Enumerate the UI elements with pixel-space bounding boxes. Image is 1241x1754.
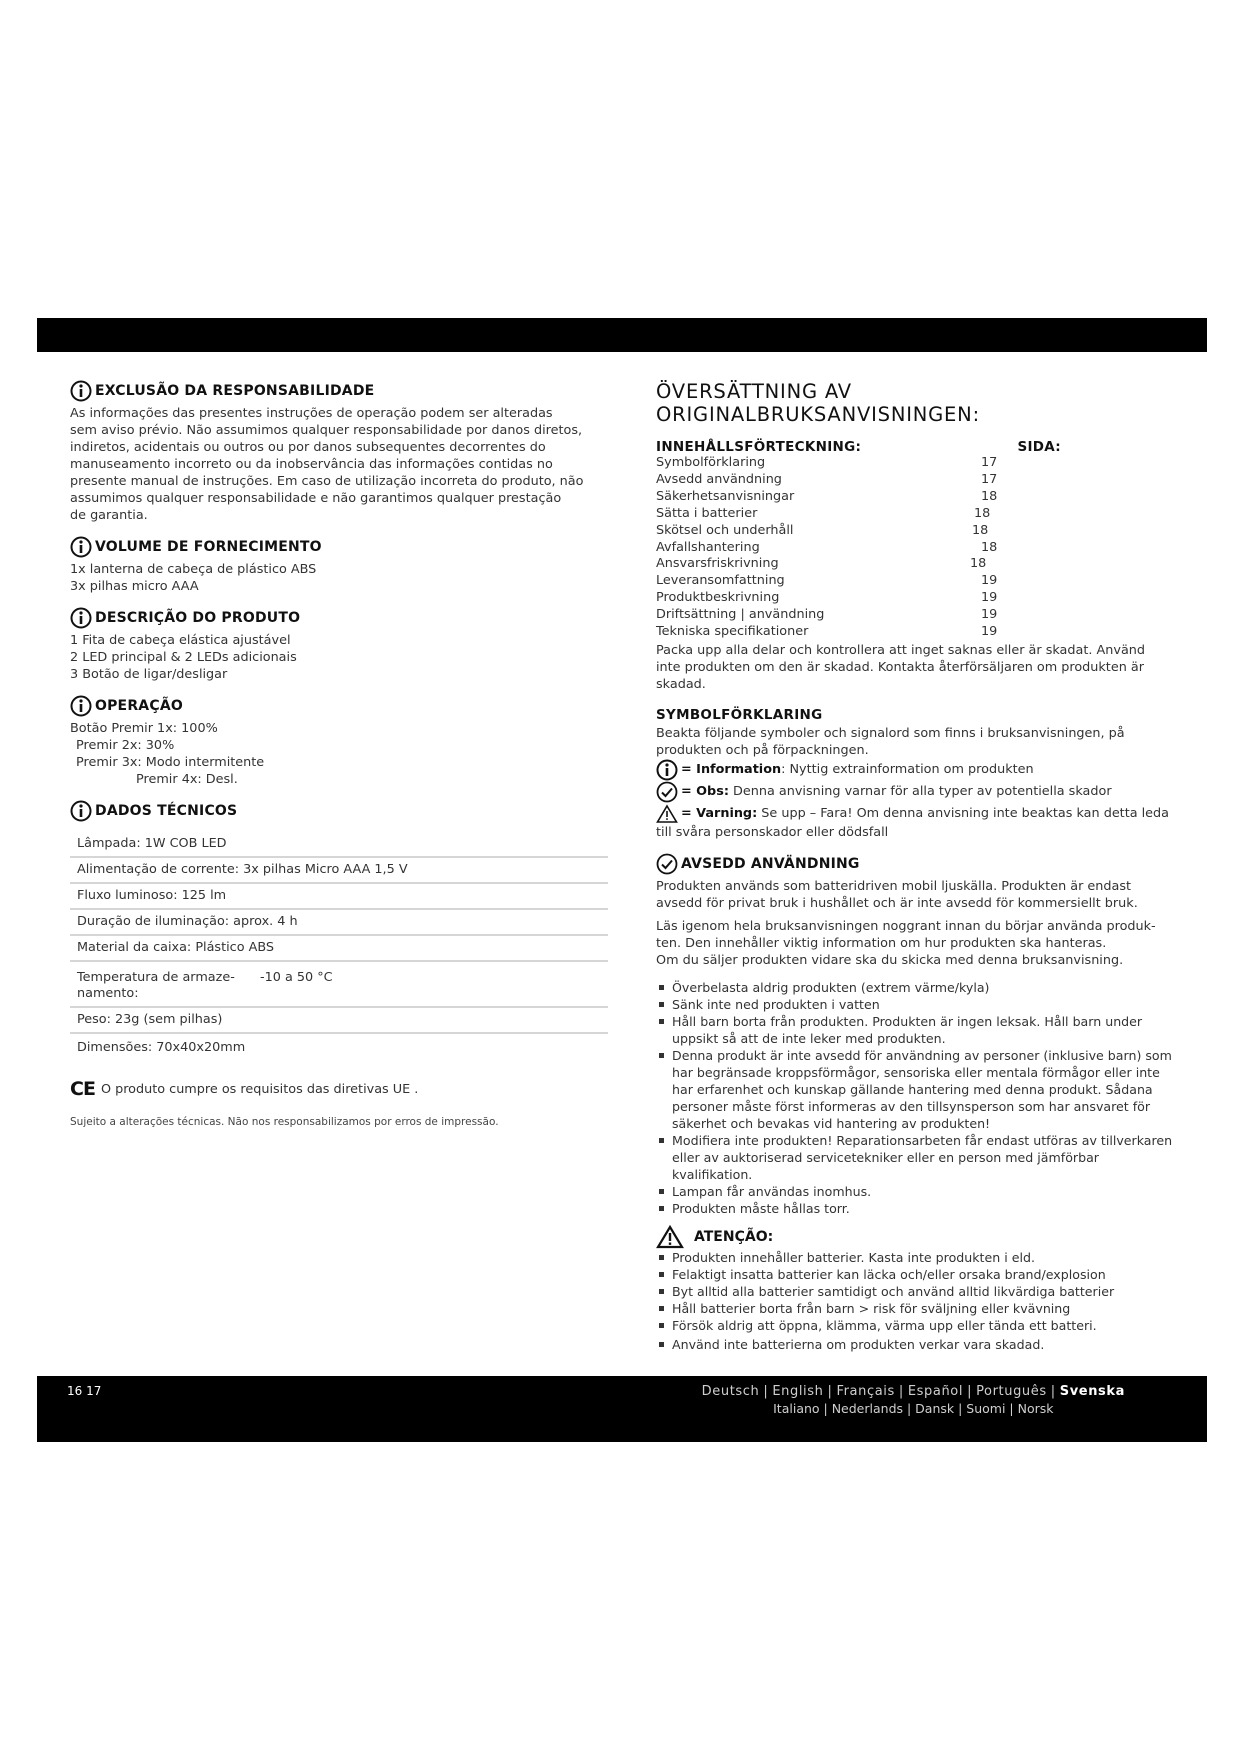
tech-row: Dimensões: 70x40x20mm [77,1040,246,1055]
tech-row: Material da caixa: Plástico ABS [70,936,608,962]
operation-section [70,695,610,788]
info-icon [70,695,92,717]
disclaimer-text: As informações das presentes instruções de operação podem ser alteradas sem aviso prévio. Não assumimos qualquer responsabilidade por danos diretos, indiretos, acidentais ou outros ou por danos subsequentes decorrentes do manuseamento incorreto ou da inobservância das informações contidas no presente manual de instruções. Em caso de utilização incorreta do produto, não assumimos qualquer responsabilidade e não garantimos qualquer prestação de garantia. [70,406,584,523]
info-icon [70,380,92,402]
language-link-portugues[interactable]: Português [976,1384,1047,1399]
page-title: ÖVERSÄTTNING AV ORIGINALBRUKSANVISNINGEN: [656,380,980,426]
table-of-contents [656,455,1176,641]
delivery-title: VOLUME DE FORNECIMENTO [70,536,610,558]
symbols-intro: Beakta följande symboler och signalord som finns i bruksanvisningen, på produkten och på förpackningen. [656,725,1125,758]
symbol-info: = Information: Nyttig extrainformation om produkten [656,759,1176,781]
delivery-list: 1x lanterna de cabeça de plástico ABS 3x pilhas micro AAA [70,562,317,594]
list-item: Använd inte batterierna om produkten verkar vara skadad. [656,1336,1176,1353]
toc-row: Driftsättning | användning 19 [656,607,998,623]
list-item: Modifiera inte produkten! Reparationsarbeten får endast utföras av tillverkaren eller av auktoriserad servicetekniker eller en person med jämförbar kvalifikation. [656,1132,1176,1183]
toc-row: Avfallshantering 18 [656,539,998,555]
language-link-espanol[interactable]: Español [907,1384,964,1399]
fine-print: Sujeito a alterações técnicas. Não nos responsabilizamos por erros de impressão. [70,1116,499,1128]
list-item: Försök aldrig att öppna, klämma, värma upp eller tända ett batteri. [656,1317,1176,1334]
list-item: Byt alltid alla batterier samtidigt och använd alltid likvärdiga batterier [656,1283,1176,1300]
tech-title: DADOS TÉCNICOS [70,800,610,822]
symbol-obs: = Obs: Denna anvisning varnar för alla typer av potentiella skador [656,781,1176,803]
top-black-bar [37,318,1207,352]
operation-list: Botão Premir 1x: 100% Premir 2x: 30% Premir 3x: Modo intermitente Premir 4x: Desl. [70,721,265,787]
list-item: Håll barn borta från produkten. Produkten är ingen leksak. Håll barn under uppsikt så att de inte leker med produkten. [656,1013,1176,1047]
tech-row: Peso: 23g (sem pilhas) [70,1008,608,1034]
warning-triangle-icon [656,1225,684,1249]
info-icon [656,759,678,781]
ce-statement: CE O produto cumpre os requisitos das diretivas UE . [70,1078,419,1100]
symbol-warning: = Varning: Se upp – Fara! Om denna anvisning inte beaktas kan detta leda [656,803,1176,825]
language-link-francais[interactable]: Français [836,1384,895,1399]
language-link-deutsch[interactable]: Deutsch [701,1384,760,1399]
tech-row: Lâmpada: 1W COB LED [70,832,608,858]
list-item: Produkten innehåller batterier. Kasta inte produkten i eld. [656,1249,1176,1266]
toc-row: Produktbeskrivning 19 [656,590,998,606]
list-item: Sänk inte ned produkten i vatten [656,996,1176,1013]
intended-use-list [656,979,1176,1217]
disclaimer-section [70,380,610,524]
intended-use-p1: Produkten används som batteridriven mobil ljuskälla. Produkten är endast avsedd för privat bruk i hushållet och är inte avsedd för kommersiellt bruk. [656,878,1138,911]
attention-list [656,1249,1176,1353]
tech-section [70,800,610,1060]
info-icon [70,800,92,822]
left-page [70,380,610,1128]
toc-row: Skötsel och underhåll 18 [656,522,989,538]
language-list-primary: Deutsch | English | Français | Español | Português | Svenska [701,1384,1125,1399]
delivery-section [70,536,610,595]
list-item: Lampan får användas inomhus. [656,1183,1176,1200]
language-switcher [702,1384,1125,1416]
list-item: Överbelasta aldrig produkten (extrem värme/kyla) [656,979,1176,996]
tech-table [70,832,608,1060]
intended-use-p2: Läs igenom hela bruksanvisningen noggrant innan du börjar använda produk- ten. Den innehåller viktig information om hur produkten ska hanteras. Om du säljer produkten vidare ska du skicka med denna bruksanvisning. [656,918,1156,968]
attention-title: ATENÇÃO: [656,1225,1176,1249]
warning-triangle-icon [656,804,678,824]
tech-row: Alimentação de corrente: 3x pilhas Micro AAA 1,5 V [70,858,608,884]
info-icon [70,607,92,629]
list-item: Produkten måste hållas torr. [656,1200,1176,1217]
check-circle-icon [656,853,678,875]
tech-row: Fluxo luminoso: 125 lm [70,884,608,910]
language-list-secondary[interactable]: Italiano | Nederlands | Dansk | Suomi | Norsk [773,1401,1054,1416]
language-link-svenska[interactable]: Svenska [1059,1384,1125,1399]
info-icon [70,536,92,558]
language-link-english[interactable]: English [772,1384,824,1399]
symbols-title: SYMBOLFÖRKLARING [656,706,823,723]
description-title: DESCRIÇÃO DO PRODUTO [70,607,610,629]
right-page: ÖVERSÄTTNING AV ORIGINALBRUKSANVISNINGEN: INNEHÅLLSFÖRTECKNING: SIDA: Symbolförklaring 17 Avsedd användning 17 Säkerhetsanvisningar 18 Sätta i batterier 18 Skötsel och underhåll 18 Avfallshantering 18 Ansvarsfriskrivning 18 Leveransomfattning 19 Produktbeskrivning 19 Driftsättning | användning 19 Tekniska specifikationer 19 Packa upp alla delar och kontrollera att inget saknas eller är skadat. Använd inte produkten om den är skadad. Kontakta återförsäljaren om produkten är skadad. SYMBOLFÖRKLARING Beakta följande symboler och signalord som finns i bruksanvisningen, på produkten och på förpackningen. = Information: Nyttig extrainformation om produkten = Obs: Denna anvisning varnar för alla typer av potentiella skador = Varning: Se upp – Fara! Om denna anvisning inte beaktas kan detta leda till svåra personskador eller dödsfall AVSEDD ANVÄNDNING Produkten används som batteridriven mobil ljuskälla. Produkten är endast avsedd för privat bruk i hushållet och är inte avsedd för kommersiellt bruk. Läs igenom hela bruksanvisningen noggrant innan du börjar använda produk- ten. Den innehåller viktig information om hur produkten ska hanteras. Om du säljer produkten vidare ska du skicka med denna bruksanvisning. Överbelasta aldrig produkten (extrem värme/kyla) Sänk inte ned produkten i vatten Håll barn borta från produkten. Produkten är ingen leksak. Håll barn under uppsikt så att de inte leker med produkten. Denna produkt är inte avsedd för användning av personer (inklusive barn) som har begränsade kroppsförmågor, sensoriska eller mentala förmågor eller inte har erfarenhet och kunskap gällande hantering med denna produkt. Sådana personer måste först informeras av den tillsynsperson som har ansvaret för säkerhet och bevakas vid hantering av produkten! Modifiera inte produkten! Reparationsarbeten får endast utföras av tillverkaren eller av auktoriserad servicetekniker eller en person med jämförbar kvalifikation. Lampan får användas inomhus. Produkten måste hållas torr. ATENÇÃO: Produkten innehåller batterier. Kasta inte produkten i eld. Felaktigt insatta batterier kan läcka och/eller orsaka brand/explosion Byt alltid alla batterier samtidigt och använd alltid likvärdiga batterier Håll batterier borta från barn > risk för sväljning eller kvävning Försök aldrig att öppna, klämma, värma upp eller tända ett batteri. Använd inte batterierna om produkten verkar vara skadad. [656,380,1176,1353]
footer-bar [37,1376,1207,1442]
disclaimer-title: EXCLUSÃO DA RESPONSABILIDADE [70,380,610,402]
toc-row: Säkerhetsanvisningar 18 [656,488,998,504]
toc-row: Ansvarsfriskrivning 18 [656,556,987,572]
unpack-text: Packa upp alla delar och kontrollera att inget saknas eller är skadat. Använd inte produkten om den är skadad. Kontakta återförsäljaren om produkten är skadad. [656,642,1146,692]
toc-row: Sätta i batterier 18 [656,505,991,521]
operation-title: OPERAÇÃO [70,695,610,717]
check-circle-icon [656,781,678,803]
toc-row: Tekniska specifikationer 19 [656,624,998,640]
ce-mark-logo: CE [70,1078,95,1100]
description-list: 1 Fita de cabeça elástica ajustável 2 LED principal & 2 LEDs adicionais 3 Botão de ligar/desligar [70,633,297,682]
list-item: Felaktigt insatta batterier kan läcka och/eller orsaka brand/explosion [656,1266,1176,1283]
toc-header: INNEHÅLLSFÖRTECKNING: SIDA: [656,439,1061,455]
tech-row-temperature: Temperatura de armaze- namento: -10 a 50 °C [70,962,608,1008]
toc-row: Leveransomfattning 19 [656,573,998,589]
list-item: Denna produkt är inte avsedd för användning av personer (inklusive barn) som har begränsade kroppsförmågor, sensoriska eller mentala förmågor eller inte har erfarenhet och kunskap gällande hantering med denna produkt. Sådana personer måste först informeras av den tillsynsperson som har ansvaret för säkerhet och bevakas vid hantering av produkten! [656,1047,1176,1132]
toc-row: Avsedd användning 17 [656,471,998,487]
list-item: Håll batterier borta från barn > risk för sväljning eller kvävning [656,1300,1176,1317]
tech-row: Duração de iluminação: aprox. 4 h [70,910,608,936]
toc-row: Symbolförklaring 17 [656,455,998,470]
intended-use-title: AVSEDD ANVÄNDNING [656,853,1176,875]
page-numbers: 16 17 [67,1384,102,1398]
description-section [70,607,610,683]
